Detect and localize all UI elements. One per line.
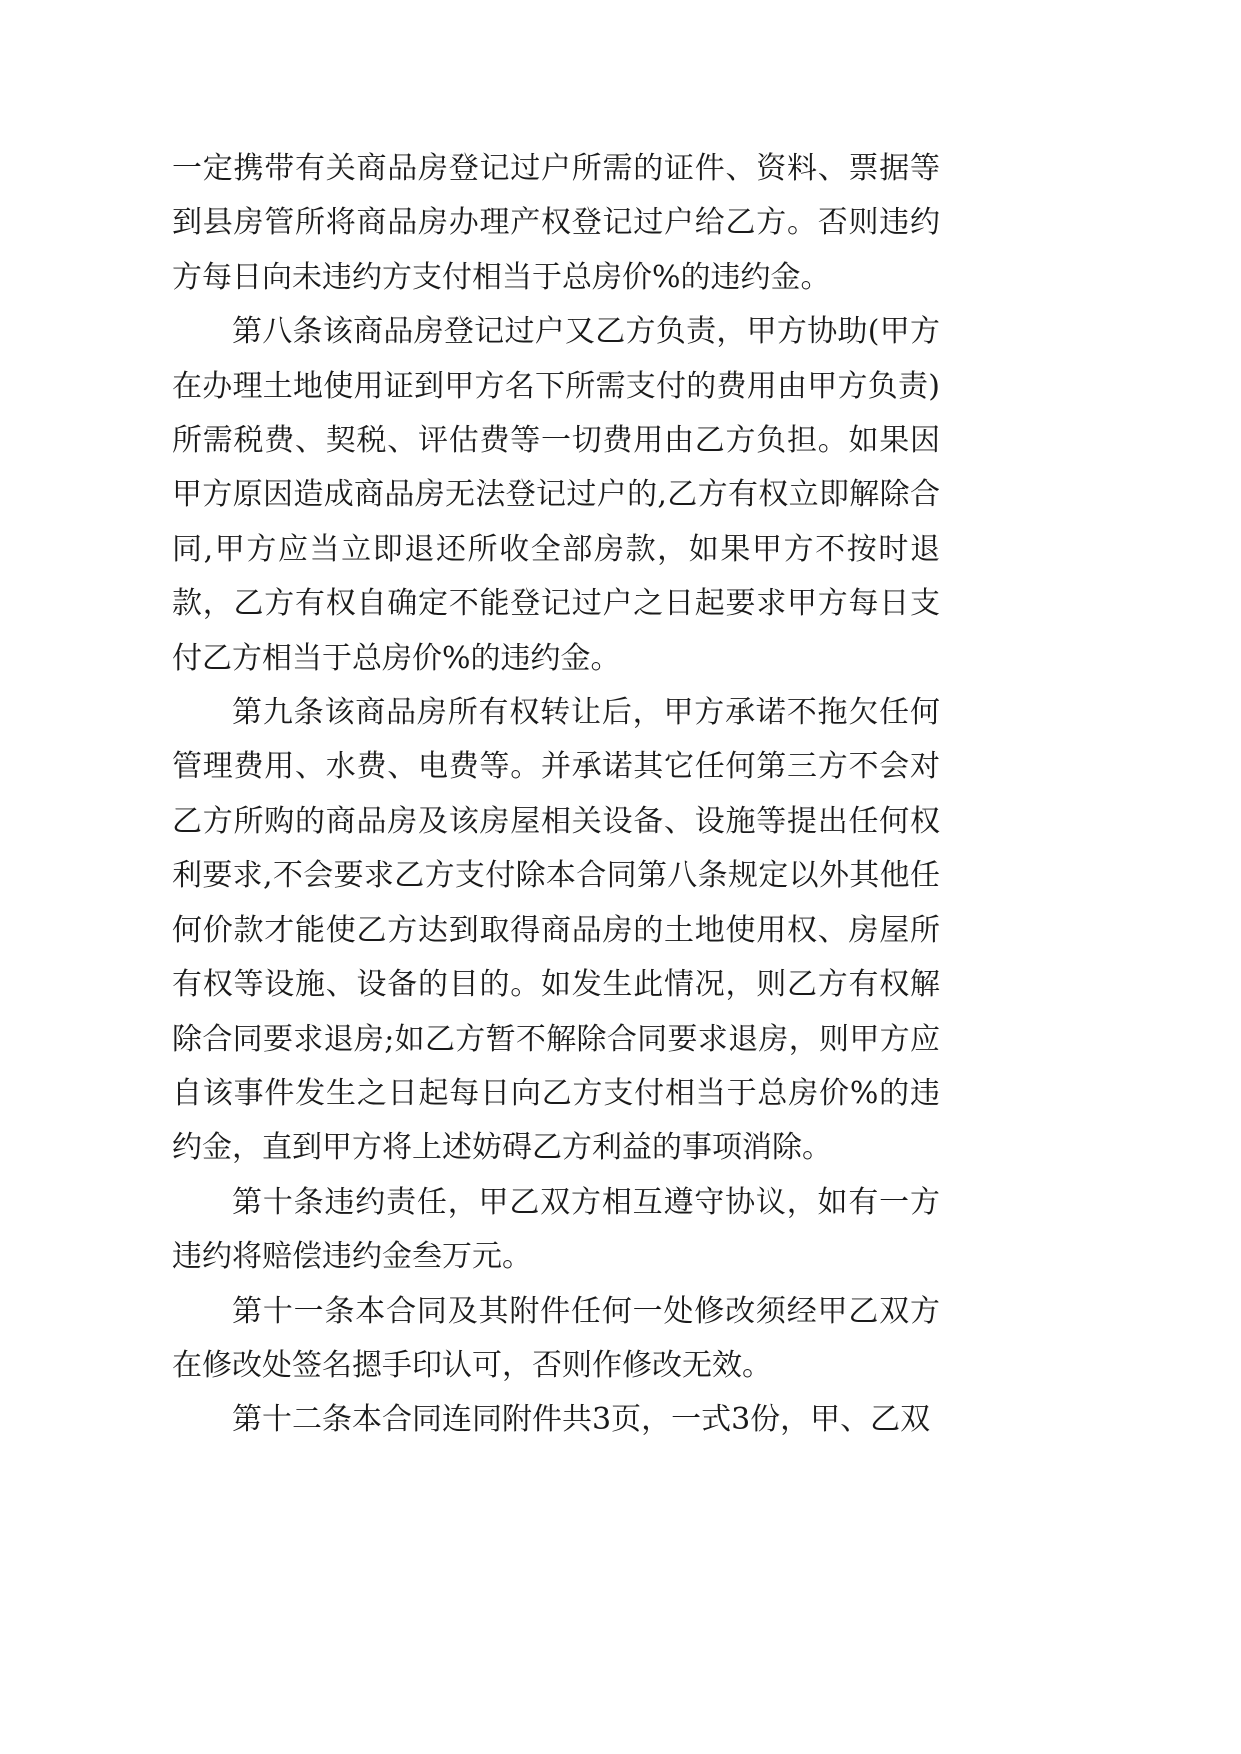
paragraph-article-9: 第九条该商品房所有权转让后，甲方承诺不拖欠任何管理费用、水费、电费等。并承诺其它任何第三方不会对乙方所购的商品房及该房屋相关设备、设施等提出任何权利要求,不会要求乙方支付除本合同第八条规定以外其他任何价款才能使乙方达到取得商品房的土地使用权、房屋所有权等设施、设备的目的。如发生此情况，则乙方有权解除合同要求退房;如乙方暂不解除合同要求退房，则甲方应自该事件发生之日起每日向乙方支付相当于总房价%的违约金，直到甲方将上述妨碍乙方利益的事项消除。 <box>172 695 940 1166</box>
paragraph-article-10: 第十条违约责任，甲乙双方相互遵守协议，如有一方违约将赔偿违约金叁万元。 <box>172 1184 940 1275</box>
document-body <box>172 142 940 1448</box>
paragraph-article-11: 第十一条本合同及其附件任何一处修改须经甲乙双方在修改处签名摁手印认可，否则作修改无效。 <box>172 1293 940 1383</box>
paragraph-continuation: 一定携带有关商品房登记过户所需的证件、资料、票据等到县房管所将商品房办理产权登记过户给乙方。否则违约方每日向未违约方支付相当于总房价%的违约金。 <box>172 151 940 295</box>
paragraph-article-8: 第八条该商品房登记过户又乙方负责，甲方协助(甲方在办理土地使用证到甲方名下所需支付的费用由甲方负责)所需税费、契税、评估费等一切费用由乙方负担。如果因甲方原因造成商品房无法登记过户的,乙方有权立即解除合同,甲方应当立即退还所收全部房款，如果甲方不按时退款，乙方有权自确定不能登记过户之日起要求甲方每日支付乙方相当于总房价%的违约金。 <box>172 314 940 676</box>
paragraph-article-12: 第十二条本合同连同附件共3页，一式3份，甲、乙双 <box>232 1402 931 1438</box>
